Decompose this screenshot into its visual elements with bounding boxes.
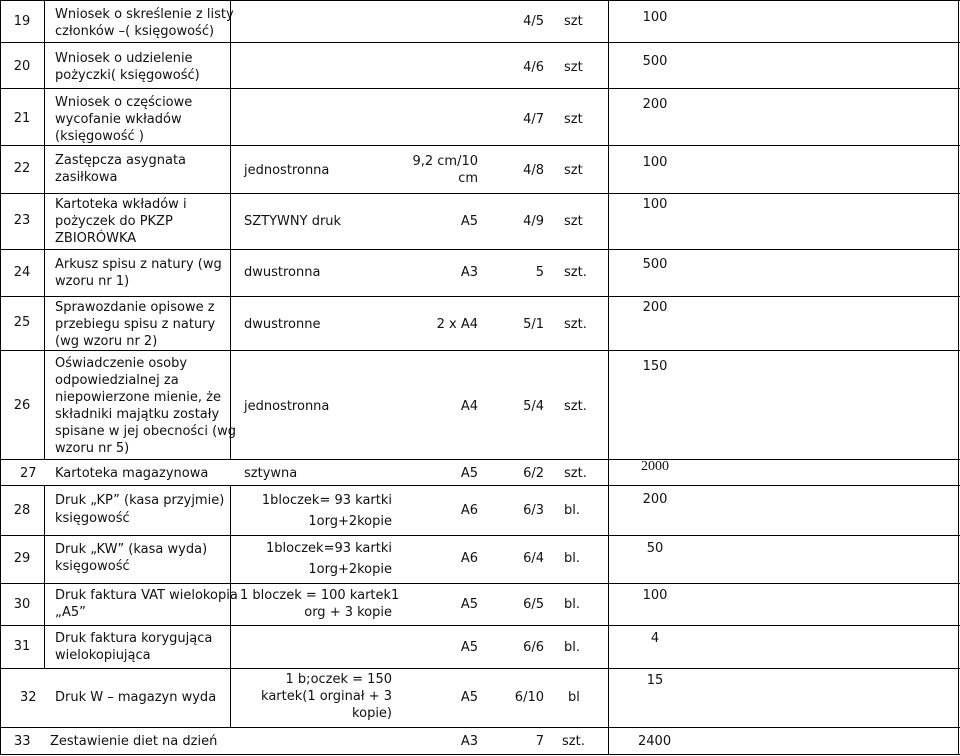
row-divider bbox=[0, 249, 960, 250]
row-number: 29 bbox=[13, 551, 31, 566]
row-number: 26 bbox=[13, 398, 31, 413]
item-name: Druk faktura VAT wielokopia bbox=[55, 588, 238, 603]
row-divider bbox=[0, 583, 960, 584]
column-divider bbox=[0, 0, 1, 755]
row-number: 30 bbox=[13, 597, 31, 612]
column-divider bbox=[44, 0, 45, 460]
unit: szt. bbox=[564, 466, 587, 481]
item-name: Zastępcza asygnata bbox=[55, 153, 187, 168]
item-name: ZBIORÓWKA bbox=[55, 231, 137, 246]
unit: szt bbox=[564, 14, 583, 29]
unit: bl. bbox=[564, 640, 580, 655]
quantity: 200 bbox=[642, 492, 668, 507]
item-name: Druk „KW” (kasa wyda) bbox=[55, 542, 208, 557]
paper-size: A4 bbox=[460, 399, 478, 414]
quantity: 100 bbox=[642, 588, 668, 603]
unit: bl bbox=[568, 690, 580, 705]
print-type: 1org+2kopie bbox=[308, 562, 392, 577]
print-type: jednostronna bbox=[244, 399, 330, 414]
row-divider bbox=[0, 296, 960, 297]
form-number: 6/2 bbox=[523, 466, 544, 481]
quantity: 500 bbox=[642, 257, 668, 272]
row-divider bbox=[0, 145, 960, 146]
quantity: 500 bbox=[642, 54, 668, 69]
quantity: 200 bbox=[642, 97, 668, 112]
row-divider bbox=[0, 459, 960, 460]
unit: bl. bbox=[564, 503, 580, 518]
paper-size: A3 bbox=[460, 734, 478, 749]
item-name: (księgowość ) bbox=[55, 129, 144, 144]
item-name: księgowość bbox=[55, 511, 130, 526]
unit: szt bbox=[564, 112, 583, 127]
print-type: jednostronna bbox=[244, 163, 330, 178]
column-divider bbox=[230, 485, 231, 728]
item-name: Sprawozdanie opisowe z bbox=[55, 300, 215, 315]
column-divider bbox=[608, 0, 609, 755]
paper-size: A3 bbox=[460, 265, 478, 280]
row-divider bbox=[0, 625, 960, 626]
form-number: 6/4 bbox=[523, 551, 544, 566]
quantity: 4 bbox=[650, 631, 660, 646]
item-name: Arkusz spisu z natury (wg bbox=[55, 257, 222, 272]
item-name: przebiegu spisu z natury bbox=[55, 317, 216, 332]
form-number: 4/5 bbox=[523, 14, 544, 29]
print-type: kartek(1 orginał + 3 bbox=[261, 689, 392, 704]
form-number: 4/7 bbox=[523, 112, 544, 127]
item-name: wzoru nr 1) bbox=[55, 274, 130, 289]
item-name: Kartoteka magazynowa bbox=[55, 466, 209, 481]
print-type: 1bloczek=93 kartki bbox=[265, 541, 392, 556]
item-name: Oświadczenie osoby bbox=[55, 356, 188, 371]
print-type: 1 b;oczek = 150 bbox=[285, 672, 392, 687]
quantity: 50 bbox=[646, 541, 664, 556]
item-name: zasiłkowa bbox=[55, 170, 118, 185]
item-name: spisane w jej obecności (wg bbox=[55, 424, 237, 439]
item-name: (wg wzoru nr 2) bbox=[55, 334, 158, 349]
unit: szt bbox=[564, 163, 583, 178]
item-name: odpowiedzialnej za bbox=[55, 373, 179, 388]
row-divider bbox=[0, 668, 960, 669]
form-number: 5/4 bbox=[523, 399, 544, 414]
form-number: 6/3 bbox=[523, 503, 544, 518]
row-number: 33 bbox=[14, 734, 31, 749]
print-type: SZTYWNY druk bbox=[244, 214, 342, 229]
unit: bl. bbox=[564, 597, 580, 612]
quantity: 150 bbox=[642, 359, 668, 374]
item-name: pożyczek do PKZP bbox=[55, 214, 173, 229]
paper-size: A5 bbox=[460, 597, 478, 612]
item-name: Druk W – magazyn wyda bbox=[55, 690, 217, 705]
unit: szt. bbox=[564, 265, 587, 280]
quantity: 100 bbox=[642, 10, 668, 25]
quantity: 100 bbox=[642, 197, 668, 212]
item-name: pożyczki( księgowość) bbox=[55, 68, 200, 83]
item-name: wielokopiująca bbox=[55, 648, 151, 663]
item-name: „A5” bbox=[55, 605, 86, 620]
item-name: członków –( księgowość) bbox=[55, 24, 215, 39]
item-name: Wniosek o częściowe bbox=[55, 95, 193, 110]
unit: szt bbox=[564, 60, 583, 75]
print-type: dwustronne bbox=[244, 317, 321, 332]
print-type: sztywna bbox=[244, 466, 298, 481]
quantity: 200 bbox=[642, 300, 668, 315]
row-divider bbox=[0, 350, 960, 351]
row-divider bbox=[0, 485, 960, 486]
row-divider bbox=[0, 754, 960, 755]
paper-size: cm bbox=[458, 171, 478, 186]
item-name: niepowierzone mienie, że bbox=[55, 390, 221, 405]
form-number: 5 bbox=[535, 265, 544, 280]
quantity: 2000 bbox=[641, 459, 669, 474]
row-number: 19 bbox=[13, 14, 31, 29]
form-number: 6/5 bbox=[523, 597, 544, 612]
paper-size: A6 bbox=[460, 503, 478, 518]
paper-size: 2 x A4 bbox=[436, 317, 478, 332]
unit: szt. bbox=[562, 734, 585, 749]
item-name: wycofanie wkładów bbox=[55, 112, 182, 127]
print-type: 1 bloczek = 100 kartek1 bbox=[240, 588, 400, 603]
quantity: 15 bbox=[646, 673, 664, 688]
row-divider bbox=[0, 535, 960, 536]
print-type: 1org+2kopie bbox=[308, 514, 392, 529]
quantity: 100 bbox=[642, 155, 668, 170]
row-number: 20 bbox=[13, 59, 31, 74]
form-number: 4/6 bbox=[523, 60, 544, 75]
unit: szt. bbox=[564, 399, 587, 414]
item-name: Wniosek o udzielenie bbox=[55, 51, 193, 66]
row-divider bbox=[0, 193, 960, 194]
row-number: 28 bbox=[13, 503, 31, 518]
row-number: 23 bbox=[13, 213, 31, 228]
paper-size: A5 bbox=[460, 466, 478, 481]
row-number: 25 bbox=[13, 315, 31, 330]
unit: szt bbox=[564, 214, 583, 229]
print-type: 1bloczek= 93 kartki bbox=[261, 493, 392, 508]
column-divider bbox=[44, 485, 45, 669]
item-name: księgowość bbox=[55, 559, 130, 574]
unit: szt. bbox=[564, 317, 587, 332]
item-name: Wniosek o skreślenie z listy bbox=[55, 7, 234, 22]
unit: bl. bbox=[564, 551, 580, 566]
item-name: Druk faktura korygująca bbox=[55, 631, 213, 646]
form-number: 4/9 bbox=[523, 214, 544, 229]
paper-size: A5 bbox=[460, 214, 478, 229]
quantity: 2400 bbox=[638, 734, 672, 749]
form-number: 6/6 bbox=[523, 640, 544, 655]
paper-size: A5 bbox=[460, 640, 478, 655]
row-divider bbox=[0, 727, 960, 728]
column-divider bbox=[958, 0, 959, 755]
form-number: 4/8 bbox=[523, 163, 544, 178]
row-number: 24 bbox=[13, 265, 31, 280]
row-number: 32 bbox=[20, 690, 37, 705]
row-divider bbox=[0, 88, 960, 89]
print-type: org + 3 kopie bbox=[304, 605, 392, 620]
row-divider bbox=[0, 0, 960, 1]
paper-size: A6 bbox=[460, 551, 478, 566]
item-name: składniki majątku zostały bbox=[55, 407, 220, 422]
row-number: 27 bbox=[20, 466, 37, 481]
item-name: Druk „KP” (kasa przyjmie) bbox=[55, 493, 225, 508]
paper-size: 9,2 cm/10 bbox=[412, 154, 478, 169]
row-divider bbox=[0, 42, 960, 43]
row-number: 22 bbox=[13, 161, 31, 176]
form-number: 5/1 bbox=[523, 317, 544, 332]
print-type: dwustronna bbox=[244, 265, 321, 280]
form-number: 7 bbox=[535, 734, 544, 749]
form-number: 6/10 bbox=[514, 690, 544, 705]
item-name: Kartoteka wkładów i bbox=[55, 197, 187, 212]
paper-size: A5 bbox=[460, 690, 478, 705]
print-type: kopie) bbox=[352, 706, 392, 721]
item-name: Zestawienie diet na dzień bbox=[50, 734, 218, 749]
row-number: 31 bbox=[13, 639, 31, 654]
row-number: 21 bbox=[13, 111, 31, 126]
item-name: wzoru nr 5) bbox=[55, 441, 130, 456]
column-divider bbox=[230, 0, 231, 460]
